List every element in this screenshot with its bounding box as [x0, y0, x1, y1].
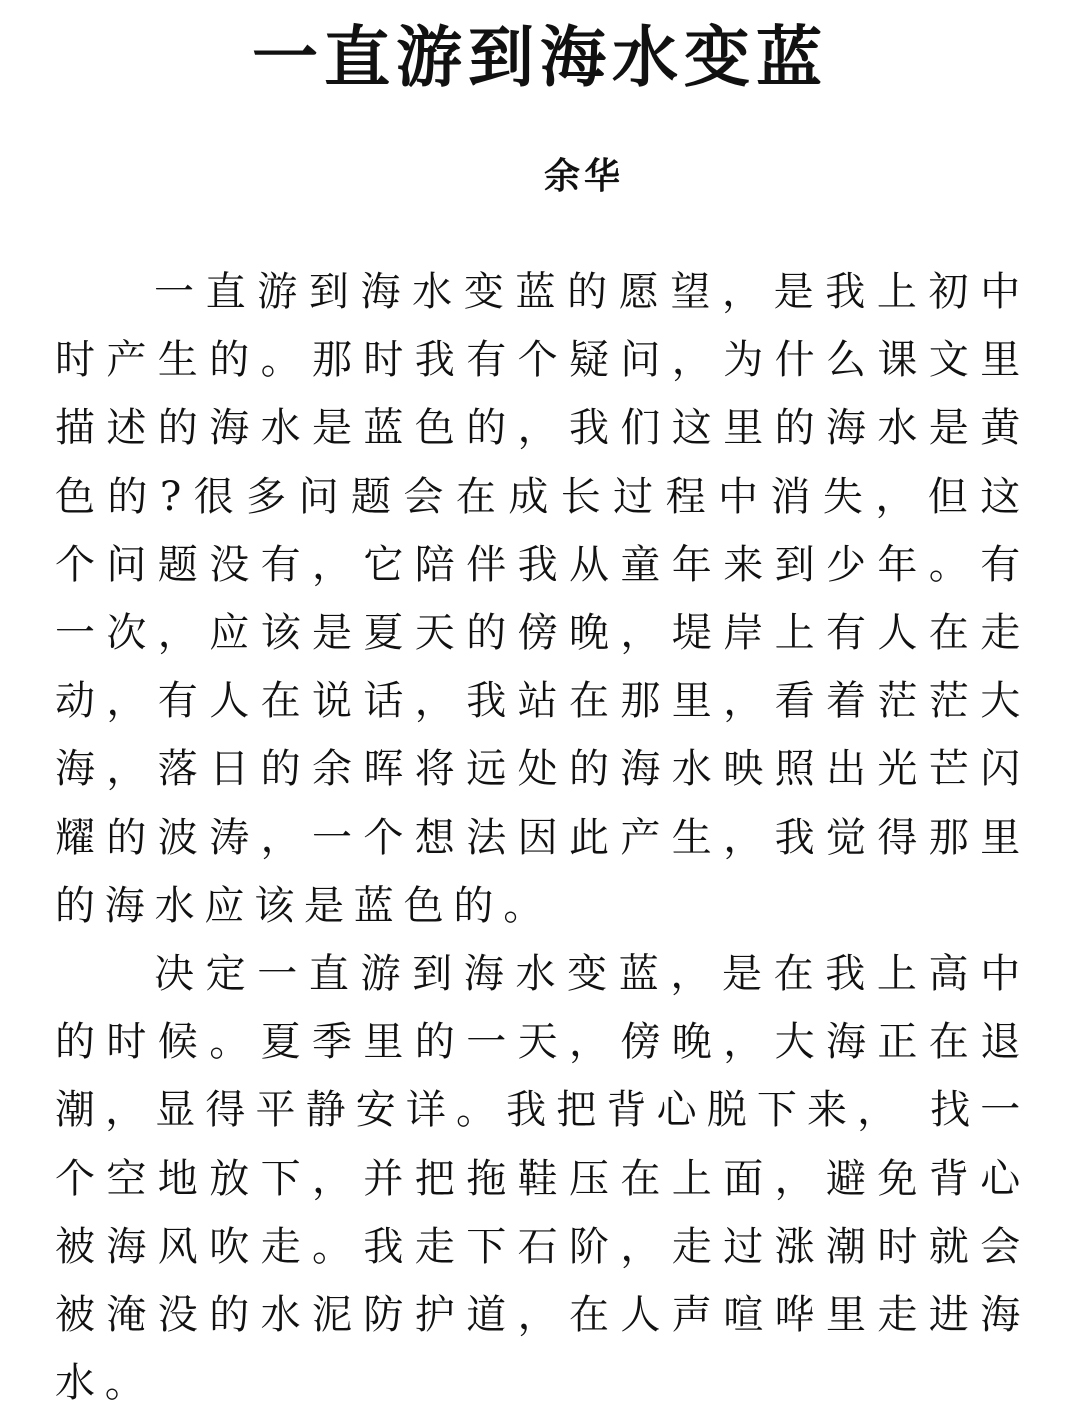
- article-author: 余华: [543, 156, 624, 197]
- article-title: 一直游到海水变蓝: [252, 19, 828, 96]
- paragraph-1: 一直游到海水变蓝的愿望，是我上初中时产生的。那时我有个疑问，为什么课文里描述的海水是蓝色的，我们这里的海水是黄色的?很多问题会在成长过程中消失，但这个问题没有，它陪伴我从童年来到少年。有一次，应该是夏天的傍晚，堤岸上有人在走动，有人在说话，我站在那里，看着茫茫大海，落日的余晖将远处的海水映照出光芒闪耀的波涛，一个想法因此产生，我觉得那里的海水应该是蓝色的。: [55, 269, 1030, 929]
- paragraph-2: 决定一直游到海水变蓝，是在我上高中的时候。夏季里的一天，傍晚，大海正在退潮，显得平静安详。我把背心脱下来， 找一个空地放下，并把拖鞋压在上面，避免背心被海风吹走。我走下石阶，走过涨潮时就会被淹没的水泥防护道，在人声喧哗里走进海水。: [55, 951, 1030, 1407]
- article-body: [55, 258, 1030, 1417]
